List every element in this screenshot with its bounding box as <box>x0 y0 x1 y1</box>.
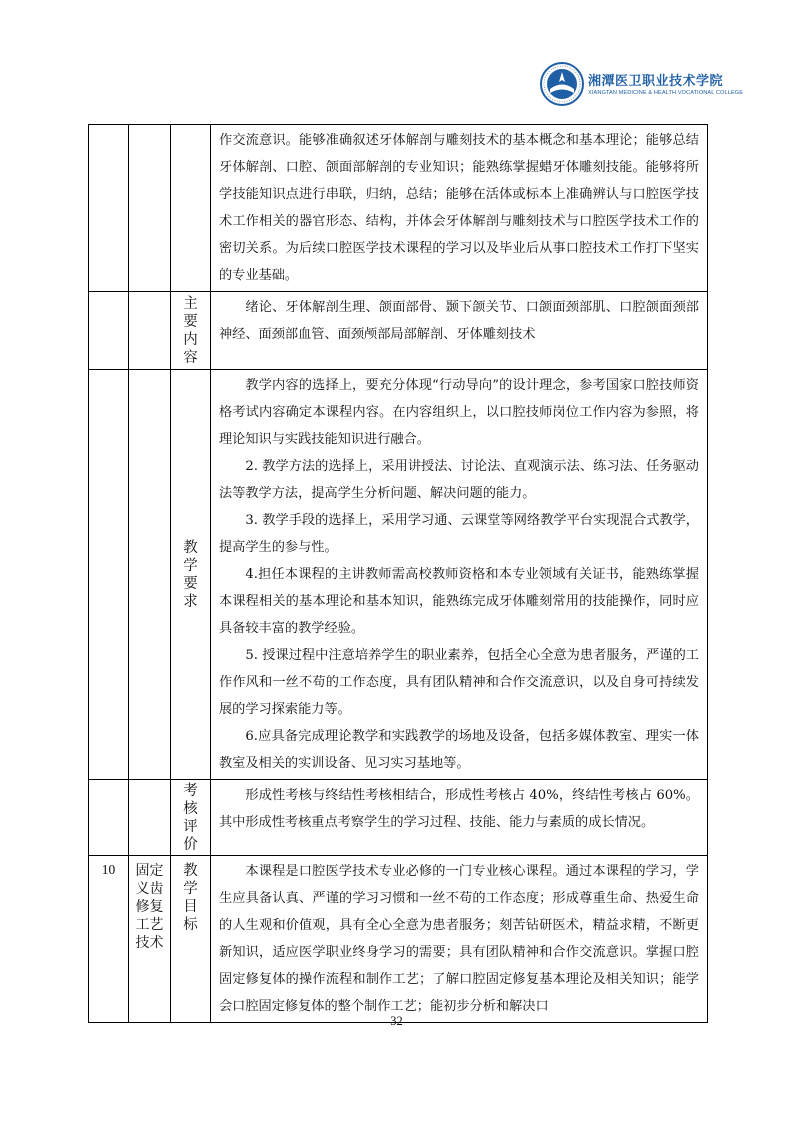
assessment-text: 形成性考核与终结性考核相结合，形成性考核占 40%，终结性考核占 60%。其中形成性考核重点考察学生的学习过程、技能、能力与素质的成长情况。 <box>219 788 699 830</box>
objective-continued-text: 作交流意识。能够准确叙述牙体解剖与雕刻技术的基本概念和基本理论；能够总结牙体解剖、口腔、颌面部解剖的专业知识；能熟练掌握蜡牙体雕刻技能。能够将所学技能知识点进行串联，归纳，总结；能够在活体或标本上准确辨认与口腔医学技术工作相关的器官形态、结构，并体会牙体解剖与雕刻技术与口腔医学技术工作的密切关系。为后续口腔医学技术课程的学习以及毕业后从事口腔技术工作打下坚实的专业基础。 <box>219 133 699 283</box>
school-name-cn: 湘潭医卫职业技术学院 <box>588 74 724 89</box>
teaching-objective-text: 本课程是口腔医学技术专业必修的一门专业核心课程。通过本课程的学习，学生应具备认真、严谨的学习习惯和一丝不苟的工作态度；形成尊重生命、热爱生命的人生观和价值观，具有全心全意为患者服务；刻苦钻研医术，精益求精，不断更新知识，适应医学职业终身学习的需要；具有团队精神和合作交流意识。掌握口腔固定修复体的操作流程和制作工艺；了解口腔固定修复基本理论及相关知识；能学会口腔固定修复体的整个制作工艺；能初步分析和解决口 <box>219 864 699 1014</box>
empty-cell <box>89 125 129 292</box>
teaching-requirements-cell <box>211 370 708 780</box>
teaching-objective-label: 教 学 目 标 <box>171 856 211 1023</box>
row-number: 10 <box>89 856 129 1023</box>
requirement-paragraph: 5. 授课过程中注意培养学生的职业素养，包括全心全意为患者服务，严谨的工作作风和一丝不苟的工作态度，具有团队精神和合作交流意识，以及自身可持续发展的学习探索能力等。 <box>219 648 699 717</box>
empty-cell <box>129 780 171 856</box>
assessment-cell <box>211 780 708 856</box>
table-row <box>89 370 708 780</box>
page-header <box>540 62 744 110</box>
empty-cell <box>89 780 129 856</box>
requirement-paragraph: 4.担任本课程的主讲教师需高校教师资格和本专业领域有关证书，能熟练掌握本课程相关的基本理论和基本知识，能熟练完成牙体雕刻常用的技能操作，同时应具备较丰富的教学经验。 <box>219 567 699 636</box>
requirement-paragraph: 教学内容的选择上，要充分体现“行动导向”的设计理念，参考国家口腔技师资格考试内容确定本课程内容。在内容组织上，以口腔技师岗位工作内容为参照，将理论知识与实践技能知识进行融合。 <box>219 378 699 447</box>
table-row <box>89 856 708 1023</box>
main-content-cell <box>211 292 708 370</box>
empty-cell <box>129 125 171 292</box>
table-row <box>89 780 708 856</box>
teaching-objective-cell <box>211 856 708 1023</box>
requirement-paragraph: 3. 教学手段的选择上，采用学习通、云课堂等网络教学平台实现混合式教学，提高学生的参与性。 <box>219 513 699 555</box>
course-table <box>88 124 708 1023</box>
course-name: 固定 义齿 修复 工艺 技术 <box>129 856 171 1023</box>
teaching-requirements-label: 教 学 要 求 <box>171 370 211 780</box>
objective-continued-cell <box>211 125 708 292</box>
requirement-paragraph: 2. 教学方法的选择上，采用讲授法、讨论法、直观演示法、练习法、任务驱动法等教学方法，提高学生分析问题、解决问题的能力。 <box>219 459 699 501</box>
main-content-label: 主 要 内 容 <box>171 292 211 370</box>
table-row <box>89 292 708 370</box>
page-number: 32 <box>390 1014 403 1028</box>
empty-cell <box>89 292 129 370</box>
assessment-label: 考 核 评 价 <box>171 780 211 856</box>
empty-cell <box>171 125 211 292</box>
table-row <box>89 125 708 292</box>
main-content-text: 绪论、牙体解剖生理、颌面部骨、颞下颌关节、口颌面颈部肌、口腔颌面颈部神经、面颈部血管、面颈颅部局部解剖、牙体雕刻技术 <box>219 300 699 342</box>
school-logo-icon <box>540 62 584 106</box>
empty-cell <box>89 370 129 780</box>
empty-cell <box>129 292 171 370</box>
school-name-en: XIANGTAN MEDICINE & HEALTH VOCATIONAL COLLEGE <box>588 90 744 96</box>
empty-cell <box>129 370 171 780</box>
requirement-paragraph: 6.应具备完成理论教学和实践教学的场地及设备，包括多媒体教室、理实一体教室及相关的实训设备、见习实习基地等。 <box>219 729 699 771</box>
